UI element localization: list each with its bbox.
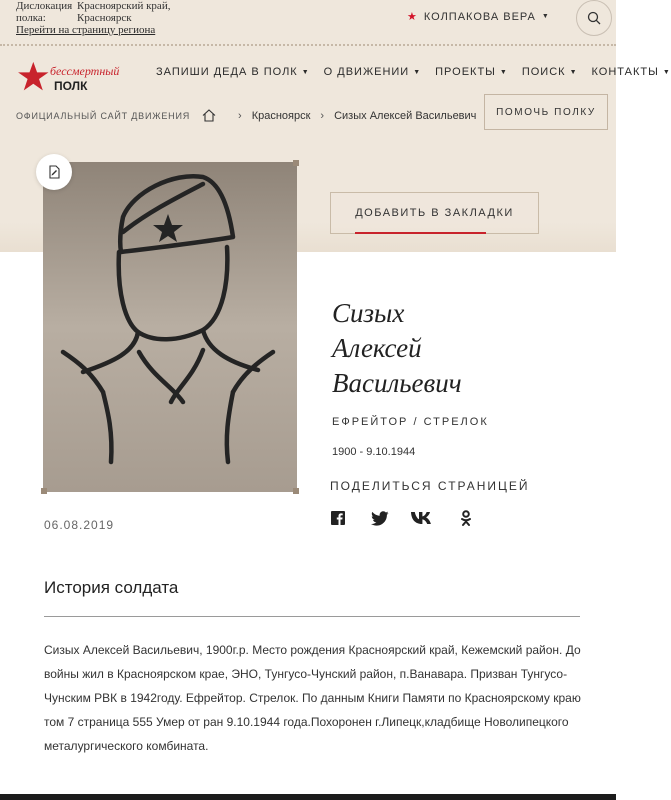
logo-line1: бессмертный: [50, 64, 120, 78]
help-regiment-button[interactable]: ПОМОЧЬ ПОЛКУ: [484, 94, 608, 130]
chevron-right-icon: ›: [320, 109, 325, 122]
nav-item-about[interactable]: [324, 66, 422, 78]
story-text: Сизых Алексей Васильевич, 1900г.р. Место рождения Красноярский край, Кежемский район. До войны жил в Красноярском крае, ЭНО, Тунгусо-Чунский район, п.Ванавара. Призван Тунгусо-Чунским РВК в 1942году. Ефрейтор. Стрелок. По данным Книги Памяти по Красноярскому краю том 7 страница 555 Умер от ран 9.10.1944 года.Похоронен г.Липецк,кладбище Новолипецкого металургического комбината.: [44, 643, 581, 753]
nav-item-label: КОНТАКТЫ: [591, 66, 659, 78]
nav-item-search[interactable]: [522, 66, 578, 78]
soldier-dates: 1900 - 9.10.1944: [332, 446, 416, 458]
home-link[interactable]: [202, 109, 216, 122]
chevron-down-icon: ▼: [541, 13, 550, 20]
logo[interactable]: [16, 58, 126, 98]
odnoklassniki-icon[interactable]: [458, 510, 474, 526]
twitter-icon[interactable]: [372, 510, 388, 526]
logo-line2: ПОЛК: [54, 79, 88, 93]
vk-icon[interactable]: [410, 510, 434, 526]
star-icon: ★: [407, 11, 418, 23]
publication-date: 06.08.2019: [44, 518, 115, 532]
edit-button[interactable]: [36, 154, 72, 190]
location-label: Дислокация полка:: [16, 0, 73, 24]
chevron-right-icon: ›: [238, 109, 242, 122]
share-buttons: [330, 510, 474, 526]
user-menu[interactable]: [407, 10, 550, 23]
user-name: КОЛПАКОВА ВЕРА: [423, 10, 536, 23]
location-value: Красноярский край, Красноярск: [77, 0, 171, 24]
official-site-label: ОФИЦИАЛЬНЫЙ САЙТ ДВИЖЕНИЯ: [16, 110, 191, 121]
chevron-down-icon: ▼: [569, 68, 578, 76]
accent-underline: [355, 232, 486, 234]
nav-item-label: ЗАПИШИ ДЕДА В ПОЛК: [156, 66, 298, 78]
region-page-link[interactable]: Перейти на страницу региона: [16, 24, 156, 36]
soldier-rank: ЕФРЕЙТОР / СТРЕЛОК: [332, 416, 489, 428]
search-button[interactable]: [576, 0, 612, 36]
edit-page-icon: [47, 165, 61, 179]
breadcrumb-current: Сизых Алексей Васильевич: [334, 109, 477, 122]
photo-corner: [293, 488, 299, 494]
chevron-down-icon: ▼: [662, 68, 671, 76]
footer-bar: [0, 794, 616, 800]
soldier-photo: [43, 162, 297, 492]
nav-item-add-grandfather[interactable]: [156, 66, 310, 78]
soldier-surname: Сизых: [332, 298, 405, 328]
soldier-name: [332, 296, 462, 401]
nav-item-label: ПРОЕКТЫ: [435, 66, 496, 78]
chevron-down-icon: ▼: [301, 68, 310, 76]
facebook-icon[interactable]: [330, 510, 346, 526]
nav-item-label: О ДВИЖЕНИИ: [323, 66, 410, 78]
breadcrumb-city[interactable]: Красноярск: [251, 109, 311, 122]
search-icon: [587, 11, 601, 25]
add-bookmark-label: ДОБАВИТЬ В ЗАКЛАДКИ: [355, 207, 514, 219]
soldier-first-name: Алексей: [332, 333, 422, 363]
soldier-patronymic: Васильевич: [332, 368, 462, 398]
divider: [44, 616, 580, 617]
add-bookmark-button[interactable]: [330, 192, 539, 234]
main-nav: [156, 66, 671, 78]
chevron-down-icon: ▼: [499, 68, 508, 76]
breadcrumb: [16, 109, 476, 122]
divider: [0, 44, 616, 46]
nav-item-projects[interactable]: [435, 66, 508, 78]
story-title: История солдата: [44, 578, 179, 597]
home-icon: [202, 109, 216, 122]
photo-corner: [293, 160, 299, 166]
photo-corner: [41, 488, 47, 494]
nav-item-contacts[interactable]: [592, 66, 671, 78]
share-title: ПОДЕЛИТЬСЯ СТРАНИЦЕЙ: [330, 479, 530, 493]
chevron-down-icon: ▼: [413, 68, 422, 76]
nav-item-label: ПОИСК: [521, 66, 566, 78]
